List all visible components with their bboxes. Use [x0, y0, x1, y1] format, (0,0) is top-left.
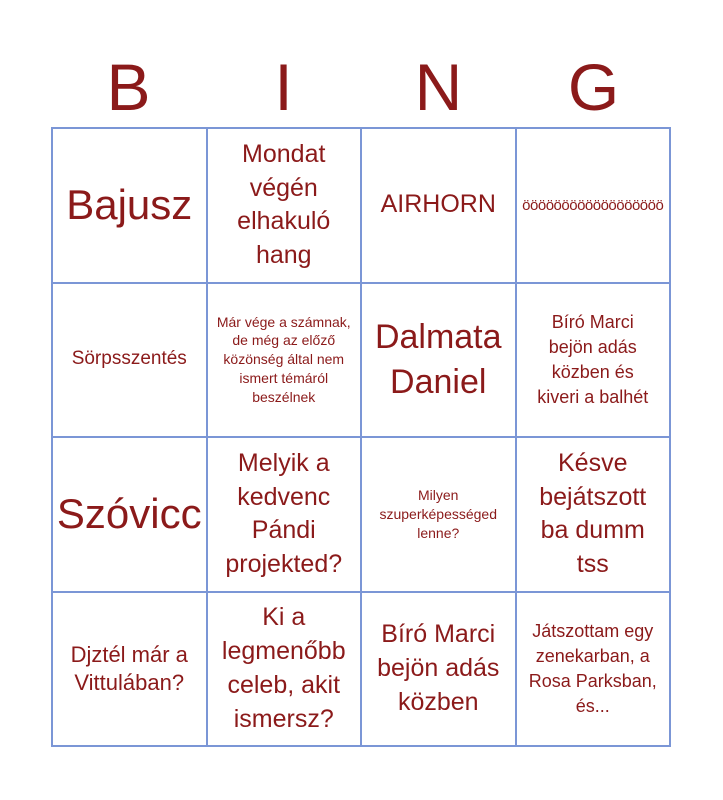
cell-text: Szóvicc	[56, 490, 202, 538]
bingo-cell[interactable]	[53, 284, 208, 439]
bingo-cell[interactable]	[53, 129, 208, 284]
bingo-cell[interactable]	[517, 438, 672, 593]
cell-text: Már vége a számnak, de még az előző közönség által nem ismert témáról beszélnek	[216, 313, 351, 406]
bingo-grid	[51, 127, 671, 747]
cell-text: Bíró Marci bejön adás közben	[377, 620, 500, 716]
cell-text: Ki a legmenőbb celeb, akit ismersz?	[221, 603, 346, 733]
header-letter-b: B	[106, 50, 151, 124]
header-letter-g: G	[567, 50, 620, 124]
cell-text: Késve bejátszott ba dumm tss	[539, 448, 647, 578]
bingo-cell[interactable]	[517, 593, 672, 748]
bingo-cell[interactable]	[53, 438, 208, 593]
cell-text: Melyik a kedvenc Pándi projekted?	[225, 448, 343, 578]
bingo-cell[interactable]	[517, 284, 672, 439]
bingo-cell[interactable]	[208, 129, 363, 284]
bingo-header	[51, 50, 671, 125]
cell-text: Bíró Marci bejön adás közben és kiveri a balhét	[537, 312, 649, 407]
header-letter-n: N	[414, 50, 463, 124]
cell-text: Bajusz	[66, 181, 193, 229]
header-letter-i: I	[274, 50, 293, 124]
cell-text: Djztél már a Vittulában?	[70, 642, 188, 695]
bingo-cell[interactable]	[208, 593, 363, 748]
cell-text: AIRHORN	[380, 190, 496, 219]
cell-text: Játszottam egy zenekarban, a Rosa Parksban, és...	[528, 621, 657, 716]
cell-text: Dalmata Daniel	[374, 317, 502, 401]
cell-text: öööööööööööööööööö	[522, 196, 664, 214]
bingo-cell[interactable]	[517, 129, 672, 284]
bingo-cell[interactable]	[208, 284, 363, 439]
cell-text: Sörpsszentés	[71, 348, 187, 370]
bingo-cell[interactable]	[362, 284, 517, 439]
bingo-cell[interactable]	[362, 593, 517, 748]
bingo-cell[interactable]	[362, 438, 517, 593]
bingo-cell[interactable]	[208, 438, 363, 593]
bingo-cell[interactable]	[53, 593, 208, 748]
bingo-cell[interactable]	[362, 129, 517, 284]
cell-text: Mondat végén elhakuló hang	[237, 139, 331, 269]
cell-text: Milyen szuperképességed lenne?	[379, 486, 498, 541]
